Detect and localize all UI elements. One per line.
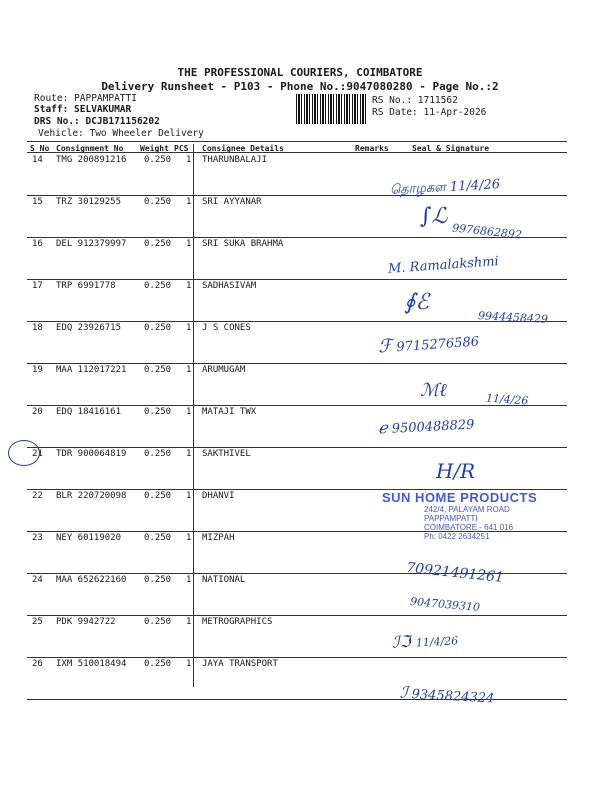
row-pcs: 1 (186, 407, 192, 417)
row-sno: 15 (32, 197, 43, 207)
signature-row-16: M. Ramalakshmi (387, 254, 500, 277)
row-weight: 0.250 (144, 197, 172, 207)
signature-scribble-15: ∫ℒ (420, 204, 448, 229)
row-sno: 17 (32, 281, 43, 291)
row-consignee: MATAJI TWX (202, 407, 257, 417)
row-weight: 0.250 (144, 659, 172, 669)
row-pcs: 1 (186, 449, 192, 459)
row-pcs: 1 (186, 491, 192, 501)
row-sno: 18 (32, 323, 43, 333)
row-consignment-no: IXM 510018494 (56, 659, 127, 669)
row-consignee: SRI SUKA BRAHMA (202, 239, 284, 249)
signature-scribble-17: ∮ℰ (404, 290, 429, 315)
row-consignee: SRI AYYANAR (202, 197, 262, 207)
route-label: Route: PAPPAMPATTI (34, 93, 137, 104)
signature-row-24: 9047039310 (409, 594, 481, 615)
row-consignee: MIZPAH (202, 533, 235, 543)
circle-mark (8, 440, 40, 466)
row-consignment-no: TDR 900064819 (56, 449, 127, 459)
col-header-remarks: Remarks (355, 144, 389, 153)
row-weight: 0.250 (144, 533, 172, 543)
table-top-border (27, 141, 567, 142)
col-header-pcs: PCS (174, 144, 189, 153)
table-row-divider (27, 195, 567, 196)
signature-row-25: ℐℑ 11/4/26 (391, 631, 459, 652)
row-consignee: SADHASIVAM (202, 281, 257, 291)
row-weight: 0.250 (144, 365, 172, 375)
row-pcs: 1 (186, 239, 192, 249)
company-stamp (382, 490, 562, 541)
row-sno: 19 (32, 365, 43, 375)
row-consignee: SAKTHIVEL (202, 449, 251, 459)
signature-row-23: 70921491261 (405, 559, 505, 587)
row-consignment-no: EDQ 18416161 (56, 407, 122, 417)
row-consignee: ARUMUGAM (202, 365, 246, 375)
col-header-consignment: Consignment No (56, 144, 124, 153)
row-consignment-no: BLR 220720098 (56, 491, 127, 501)
signature-row-21: H/R (436, 459, 476, 483)
row-weight: 0.250 (144, 323, 172, 333)
staff-label: Staff: SELVAKUMAR (34, 104, 132, 115)
row-pcs: 1 (186, 155, 192, 165)
row-sno: 26 (32, 659, 43, 669)
row-sno: 25 (32, 617, 43, 627)
signature-row-17: 9944458429 (477, 309, 549, 326)
table-row-divider (27, 615, 567, 616)
row-consignment-no: NEY 60119020 (56, 533, 122, 543)
stamp-name: SUN HOME PRODUCTS (382, 490, 538, 505)
row-sno: 23 (32, 533, 43, 543)
col-header-seal: Seal & Signature (412, 144, 490, 153)
row-consignee: DHANVI (202, 491, 235, 501)
row-consignee: METROGRAPHICS (202, 617, 273, 627)
signature-row-15: 9976862892 (451, 221, 523, 242)
row-pcs: 1 (186, 617, 192, 627)
row-sno: 16 (32, 239, 43, 249)
row-consignee: NATIONAL (202, 575, 246, 585)
row-sno: 14 (32, 155, 43, 165)
row-pcs: 1 (186, 575, 192, 585)
row-pcs: 1 (186, 659, 192, 669)
row-pcs: 1 (186, 323, 192, 333)
row-consignment-no: TRP 6991778 (56, 281, 116, 291)
table-row-divider (27, 447, 567, 448)
row-weight: 0.250 (144, 155, 172, 165)
stamp-address-3: COIMBATORE - 641 016 (424, 523, 514, 532)
signature-row-19: 11/4/26 (485, 391, 529, 408)
table-row-divider (27, 363, 567, 364)
stamp-address-1: 242/4, PALAYAM ROAD (424, 505, 510, 514)
row-consignment-no: PDK 9942722 (56, 617, 116, 627)
row-sno: 24 (32, 575, 43, 585)
row-sno: 21 (32, 449, 43, 459)
barcode-image (296, 94, 368, 124)
table-row-divider (27, 657, 567, 658)
row-weight: 0.250 (144, 491, 172, 501)
rs-date: RS Date: 11-Apr-2026 (372, 107, 487, 118)
row-sno: 20 (32, 407, 43, 417)
signature-row-26: ℐ 9345824324 (399, 682, 495, 707)
row-pcs: 1 (186, 533, 192, 543)
runsheet-title: Delivery Runsheet - P103 - Phone No.:9047080280 - Page No.:2 (101, 80, 499, 93)
row-consignee: J S CONES (202, 323, 251, 333)
row-consignee: THARUNBALAJI (202, 155, 268, 165)
row-weight: 0.250 (144, 407, 172, 417)
row-pcs: 1 (186, 365, 192, 375)
row-consignment-no: MAA 112017221 (56, 365, 127, 375)
row-consignment-no: MAA 652622160 (56, 575, 127, 585)
row-weight: 0.250 (144, 239, 172, 249)
row-weight: 0.250 (144, 281, 172, 291)
col-header-consignee: Consignee Details (202, 144, 284, 153)
row-weight: 0.250 (144, 449, 172, 459)
row-weight: 0.250 (144, 575, 172, 585)
row-consignment-no: EDQ 23926715 (56, 323, 122, 333)
table-row-divider (27, 279, 567, 280)
rs-number: RS No.: 1711562 (372, 95, 458, 106)
signature-row-14: தொழகள 11/4/26 (389, 177, 501, 198)
row-consignment-no: DEL 912379997 (56, 239, 127, 249)
company-title: THE PROFESSIONAL COURIERS, COIMBATORE (177, 66, 423, 79)
col-header-sno: S No (30, 144, 50, 153)
signature-scribble-19: ℳℓ (420, 380, 447, 401)
col-header-weight: Weight (140, 144, 169, 153)
column-divider (193, 144, 194, 687)
row-pcs: 1 (186, 197, 192, 207)
row-sno: 22 (32, 491, 43, 501)
row-consignment-no: TMG 200891216 (56, 155, 127, 165)
stamp-address-2: PAPPAMPATTI (424, 514, 478, 523)
signature-row-18: ℱ 9715276586 (377, 334, 480, 358)
row-consignee: JAYA TRANSPORT (202, 659, 278, 669)
stamp-phone: Ph: 0422 2634251 (424, 532, 490, 541)
drs-label: DRS No.: DCJB171156202 (34, 116, 160, 127)
table-row-divider (27, 405, 567, 406)
row-pcs: 1 (186, 281, 192, 291)
row-consignment-no: TRZ 30129255 (56, 197, 122, 207)
row-weight: 0.250 (144, 617, 172, 627)
table-header-border (27, 152, 567, 153)
vehicle-label: Vehicle: Two Wheeler Delivery (38, 128, 204, 139)
signature-row-20: ℯ 9500488829 (377, 417, 475, 438)
